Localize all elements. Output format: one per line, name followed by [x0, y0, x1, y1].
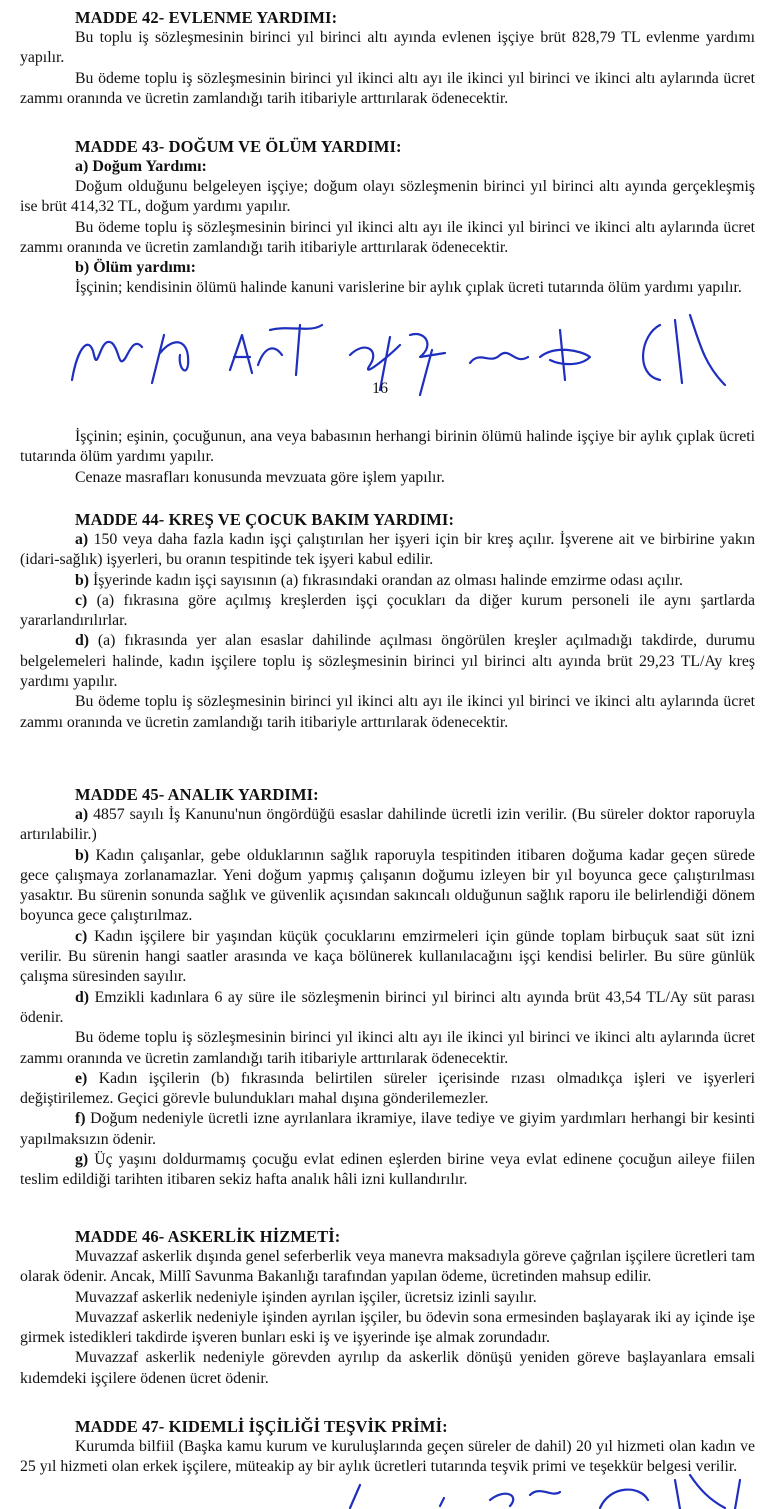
- signature-mark: [470, 353, 528, 363]
- article-45-heading: MADDE 45- ANALIK YARDIMI:: [75, 785, 319, 804]
- article-45-item: [20, 1150, 755, 1191]
- article-44-item: [20, 530, 755, 571]
- signature-mark: [350, 334, 445, 395]
- item-label: d): [75, 632, 90, 650]
- article-43: [20, 137, 755, 298]
- article-44: [20, 510, 755, 733]
- article-42: [20, 8, 755, 109]
- article-44-item: [20, 591, 755, 632]
- birth-aid-subheading: a) Doğum Yardımı:: [75, 158, 207, 175]
- article-44-paragraph: Bu ödeme toplu iş sözleşmesinin birinci yıl ikinci altı ayı ile ikinci yıl birinci ve ikinci altı aylarında ücret zammı oranında ve ücretin zamlandığı tarih itibariyle arttırılarak ödenecektir.: [20, 693, 755, 731]
- article-43-paragraph: Bu ödeme toplu iş sözleşmesinin birinci yıl ikinci altı ayı ile ikinci yıl birinci ve ikinci altı aylarında ücret zammı oranında ve ücretin zamlandığı tarih itibariyle arttırılarak ödenecektir.: [20, 218, 755, 256]
- article-43-paragraph: Cenaze masrafları konusunda mevzuata göre işlem yapılır.: [75, 468, 445, 486]
- signature-mark: [600, 1475, 740, 1509]
- signature-mark: [230, 325, 322, 375]
- article-45-item: [20, 805, 755, 846]
- item-text: Kadın işçilere bir yaşından küçük çocuklarını emzirmeleri için günde toplam birbuçuk saat süt izni verilir. Bu sürenin hangi saatler arasında ve kaça bölünerek kullanılacağını işçi kendisi belirler. Bu süre günlük çalışma süresinden sayılır.: [20, 927, 755, 986]
- article-45-item: [20, 1109, 755, 1150]
- item-text: 150 veya daha fazla kadın işçi çalıştırılan her işyeri için bir kreş açılır. İşverene ait ve birbirine yakın (idari-sağlık) işyerleri, bu oranın tespitinde tek işyeri kabul edilir.: [20, 531, 756, 569]
- death-aid-subheading: b) Ölüm yardımı:: [75, 259, 196, 277]
- item-label: a): [75, 531, 89, 548]
- article-46: [20, 1227, 755, 1389]
- article-44-item: [20, 631, 755, 692]
- signature-mark: [540, 330, 590, 380]
- article-46-heading: MADDE 46- ASKERLİK HİZMETİ:: [75, 1227, 341, 1246]
- signature-mark: [152, 335, 188, 383]
- article-45-item: [20, 1069, 755, 1110]
- item-text: Üç yaşını doldurmamış çocuğu evlat edinen eşlerden birine veya evlat edinene çocuğun aileye fiilen teslim edildiği tarihten itibaren sekiz hafta analık hâli izni kullandırılır.: [20, 1151, 755, 1189]
- signature-mark: [72, 342, 142, 380]
- item-text: (a) fıkrasına göre açılmış kreşlerden işçi çocukları da diğer kurum personeli ile aynı şartlarda yararlandırılırlar.: [20, 591, 756, 630]
- article-46-paragraph: Muvazzaf askerlik nedeniyle işinden ayrılan işçiler, ücretsiz izinli sayılır.: [75, 1288, 537, 1306]
- article-47: [20, 1417, 755, 1478]
- item-label: d): [75, 988, 90, 1006]
- article-43-heading: MADDE 43- DOĞUM VE ÖLÜM YARDIMI:: [75, 137, 402, 156]
- item-label: b): [75, 571, 90, 589]
- signature-mark: [350, 1485, 360, 1508]
- article-46-paragraph: Muvazzaf askerlik nedeniyle işinden ayrılan işçiler, bu ödevin sona ermesinden başlayarak iki ay içinde işe girmek istedikleri takdirde işveren bunları eski iş ve işyerinde işe almak zorundadır.: [20, 1308, 755, 1347]
- item-text: Doğum nedeniyle ücretli izne ayrılanlara ikramiye, ilave tediye ve giyim yardımları herhangi bir kesinti yapılmaksızın ödenir.: [20, 1110, 756, 1148]
- article-46-paragraph: Muvazzaf askerlik nedeniyle görevden ayrılıp da askerlik dönüşü yeniden göreve başlayanlara emsali kıdemdeki işçilere ödenen ücret ödenir.: [20, 1349, 755, 1387]
- item-text: 4857 sayılı İş Kanunu'nun öngördüğü esaslar dahilinde ücretli izin verilir. (Bu süreler doktor raporuyla artırılabilir.): [20, 806, 755, 844]
- article-45-paragraph: Bu ödeme toplu iş sözleşmesinin birinci yıl ikinci altı ayı ile ikinci yıl birinci ve ikinci altı aylarında ücret zammı oranında ve ücretin zamlandığı tarih itibariyle arttırılarak ödenecektir.: [20, 1029, 755, 1067]
- article-43-continued: [20, 427, 755, 488]
- item-label: e): [75, 1069, 88, 1087]
- article-44-heading: MADDE 44- KREŞ VE ÇOCUK BAKIM YARDIMI:: [75, 510, 455, 529]
- item-text: (a) fıkrasında yer alan esaslar dahilinde açılması öngörülen kreşler açılmadığı takdirde, durumu belgelemeleri halinde, kadın işçilere toplu iş sözleşmesinin birinci yıl birinci altı ayında brüt 29,23 TL/Ay kreş yardımı yapılır.: [20, 632, 755, 691]
- article-45-item: [20, 927, 755, 988]
- item-text: Kadın çalışanlar, gebe olduklarının sağlık raporuyla tespitinden itibaren doğuma kadar geçen sürede gece çalışmaya zorlanamazlar. Yeni doğum yapmış çalışanın doğumu izleyen bir yıl boyunca gece çalıştırılması yasaktır. Bu sürenin sonunda sağlık ve güvenlik açısından sakıncalı olduğunun sağlık raporu ile belirlendiği dönem boyunca gece çalıştırılmaz.: [20, 846, 755, 925]
- article-45-item: [20, 846, 755, 927]
- item-label: c): [75, 591, 88, 609]
- item-text: İşyerinde kadın işçi sayısının (a) fıkrasındaki orandan az olması halinde emzirme odası açılır.: [93, 571, 683, 589]
- article-44-item: [20, 571, 755, 591]
- article-42-heading: MADDE 42- EVLENME YARDIMI:: [75, 8, 338, 27]
- item-text: Kadın işçilerin (b) fıkrasında belirtilen süreler içerisinde rızası olmadıkça işleri ve işyerleri değiştirilemez. Geçici görevle bulundukları mahal dışına gönderilemezler.: [20, 1069, 755, 1108]
- article-43-paragraph: İşçinin; eşinin, çocuğunun, ana veya babasının herhangi birinin ölümü halinde işçiye bir aylık çıplak ücreti tutarında ölüm yardımı yapılır.: [20, 428, 755, 466]
- article-45: [20, 785, 755, 1191]
- article-47-paragraph: Kurumda bilfiil (Başka kamu kurum ve kuruluşlarında geçen süreler de dahil) 20 yıl hizmeti olan kadın ve 25 yıl hizmeti olan erkek işçilere, müteakip ay bir aylık ücretleri tutarında teşvik primi ve teşekkür belgesi verilir.: [20, 1438, 755, 1476]
- item-label: g): [75, 1151, 89, 1169]
- signature-mark: [440, 1498, 444, 1506]
- item-label: f): [75, 1110, 86, 1128]
- item-text: Emzikli kadınlara 6 ay süre ile sözleşmenin birinci yıl birinci altı ayında brüt 43,54 TL/Ay süt parası ödenir.: [20, 988, 756, 1026]
- item-label: c): [75, 927, 88, 945]
- article-47-heading: MADDE 47- KIDEMLİ İŞÇİLİĞİ TEŞVİK PRİMİ:: [75, 1417, 448, 1436]
- article-43-paragraph: İşçinin; kendisinin ölümü halinde kanuni varislerine bir aylık çıplak ücreti tutarında ölüm yardımı yapılır.: [75, 279, 742, 297]
- article-46-paragraph: Muvazzaf askerlik dışında genel seferberlik veya manevra maksadıyla göreve çağrılan işçilere ücretleri tam olarak ödenir. Ancak, Millî Savunma Bakanlığı tarafından yapılan ödeme, ücretinden mahsup edilir.: [20, 1248, 755, 1286]
- signature-mark: [490, 1491, 560, 1506]
- article-45-item: [20, 988, 755, 1029]
- item-label: a): [75, 806, 89, 823]
- signature-mark: [643, 315, 725, 385]
- article-42-paragraph: Bu ödeme toplu iş sözleşmesinin birinci yıl ikinci altı ayı ile ikinci yıl birinci ve ikinci altı aylarında ücret zammı oranında ve ücretin zamlandığı tarih itibariyle arttırılarak ödenecektir.: [20, 69, 755, 107]
- article-43-paragraph: Doğum olduğunu belgeleyen işçiye; doğum olayı sözleşmenin birinci yıl birinci altı ayında gerçekleşmiş ise brüt 414,32 TL, doğum yardımı yapılır.: [20, 178, 755, 216]
- article-42-paragraph: Bu toplu iş sözleşmesinin birinci yıl birinci altı ayında evlenen işçiye brüt 828,79 TL evlenme yardımı yapılır.: [20, 29, 755, 67]
- signature-row: [60, 295, 750, 405]
- page-number: 16: [372, 380, 388, 397]
- item-label: b): [75, 846, 90, 864]
